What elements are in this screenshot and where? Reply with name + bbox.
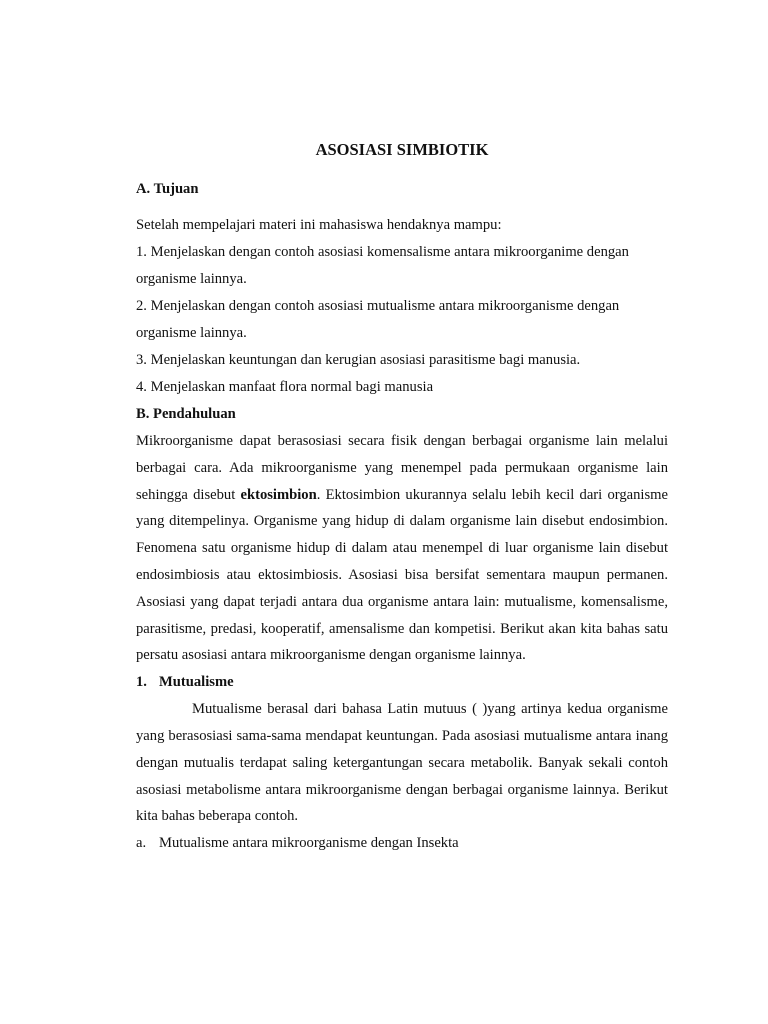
tujuan-intro: Setelah mempelajari materi ini mahasiswa hendaknya mampu: (136, 217, 502, 233)
pendahuluan-paragraph (136, 428, 668, 669)
tujuan-item-line: 1. Menjelaskan dengan contoh asosiasi komensalisme antara mikroorganime dengan (136, 244, 629, 260)
tujuan-item-line: organisme lainnya. (136, 325, 247, 341)
subsection-number: 1. (136, 674, 147, 691)
page-title: ASOSIASI SIMBIOTIK (315, 140, 489, 159)
mutualisme-paragraph: Mutualisme berasal dari bahasa Latin mutuus ( )yang artinya kedua organisme yang berasosiasi sama-sama mendapat keuntungan. Pada asosiasi mutualisme antara inang dengan mutualis terdapat saling ketergantungan secara metabolik. Banyak sekali contoh asosiasi metabolisme antara mikroorganisme dengan berbagai organisme lainnya. Berikut kita bahas beberapa contoh. (136, 701, 668, 825)
tujuan-item-line: 3. Menjelaskan keuntungan dan kerugian asosiasi parasitisme bagi manusia. (136, 352, 581, 368)
document-page (136, 136, 668, 857)
term-ektosimbion: ektosimbion (240, 486, 317, 503)
subsection-heading-mutualisme (136, 669, 668, 696)
subsection-title: Mutualisme (159, 674, 234, 691)
pendahuluan-text-2: . Ektosimbion ukurannya selalu lebih kecil dari organisme yang ditempelinya. Organisme yang hidup di dalam organisme lain disebut endosimbion. Fenomena satu organisme hidup di dalam atau menempel di luar organisme lain disebut endosimbiosis atau ektosimbiosis. Asosiasi bisa bersifat sementara maupun permanen. Asosiasi yang dapat terjadi antara dua organisme antara lain: mutualisme, komensalisme, parasitisme, predasi, kooperatif, amensalisme dan kompetisi. Berikut akan kita bahas satu persatu asosiasi antara mikroorganisme dengan organisme lainnya. (136, 486, 668, 664)
tujuan-item-line: organisme lainnya. (136, 271, 247, 287)
sub-item-letter: a. (136, 835, 147, 852)
section-heading-pendahuluan: B. Pendahuluan (136, 406, 236, 422)
sub-item-text: Mutualisme antara mikroorganisme dengan Insekta (159, 835, 459, 852)
tujuan-item-line: 2. Menjelaskan dengan contoh asosiasi mutualisme antara mikroorganisme dengan (136, 298, 620, 314)
tujuan-item-line: 4. Menjelaskan manfaat flora normal bagi manusia (136, 379, 434, 395)
section-heading-tujuan: A. Tujuan (136, 181, 199, 197)
pendahuluan-text-1: Mikroorganisme dapat berasosiasi secara fisik dengan berbagai organisme lain melalui berbagai cara. Ada mikroorganisme yang menempel pada permukaan organisme lain sehingga disebut (136, 433, 668, 503)
sub-item-a (136, 830, 668, 857)
